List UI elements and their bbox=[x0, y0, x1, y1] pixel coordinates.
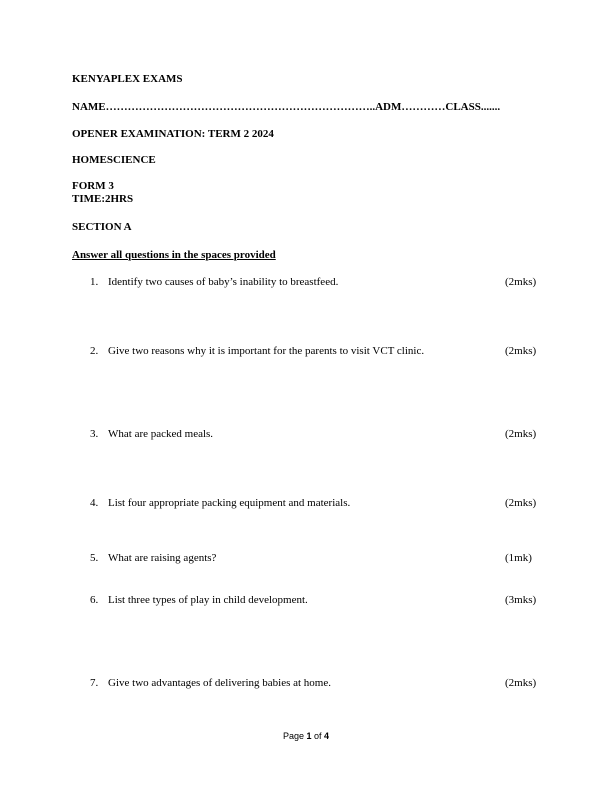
question-number: 5. bbox=[90, 552, 99, 564]
question-text: List three types of play in child development. bbox=[108, 594, 308, 606]
question-number: 2. bbox=[90, 345, 99, 357]
question-text: Give two reasons why it is important for the parents to visit VCT clinic. bbox=[108, 345, 425, 357]
question-number: 6. bbox=[90, 594, 99, 606]
subject-title: HOMESCIENCE bbox=[72, 154, 156, 166]
question-marks: (2mks) bbox=[505, 428, 537, 440]
total-pages-number: 4 bbox=[324, 731, 330, 741]
instructions: Answer all questions in the spaces provided bbox=[72, 249, 276, 261]
question-number: 4. bbox=[90, 497, 99, 509]
question-number: 1. bbox=[90, 276, 99, 288]
question-number: 3. bbox=[90, 428, 99, 440]
current-page-number: 1 bbox=[306, 731, 312, 741]
form-label: FORM 3 bbox=[72, 180, 114, 192]
school-name: KENYAPLEX EXAMS bbox=[72, 73, 183, 85]
question-number: 7. bbox=[90, 677, 99, 689]
question-marks: (2mks) bbox=[505, 497, 537, 509]
question-text: What are packed meals. bbox=[108, 428, 214, 440]
question-marks: (3mks) bbox=[505, 594, 537, 606]
question-text: Give two advantages of delivering babies at home. bbox=[108, 677, 331, 689]
of-label: of bbox=[314, 731, 322, 741]
question-marks: (2mks) bbox=[505, 677, 537, 689]
question-text: List four appropriate packing equipment and materials. bbox=[108, 497, 351, 509]
name-adm-class-line: NAME………………………………………………………………..ADM…………CLASS....... bbox=[72, 101, 501, 113]
question-marks: (2mks) bbox=[505, 276, 537, 288]
question-text: Identify two causes of baby’s inability to breastfeed. bbox=[108, 276, 339, 288]
time-label: TIME:2HRS bbox=[72, 193, 134, 205]
page-footer bbox=[0, 731, 612, 741]
question-marks: (1mk) bbox=[505, 552, 532, 564]
question-marks: (2mks) bbox=[505, 345, 537, 357]
section-title: SECTION A bbox=[72, 221, 132, 233]
question-text: What are raising agents? bbox=[108, 552, 217, 564]
page-label: Page bbox=[282, 731, 304, 741]
exam-title: OPENER EXAMINATION: TERM 2 2024 bbox=[72, 128, 274, 140]
